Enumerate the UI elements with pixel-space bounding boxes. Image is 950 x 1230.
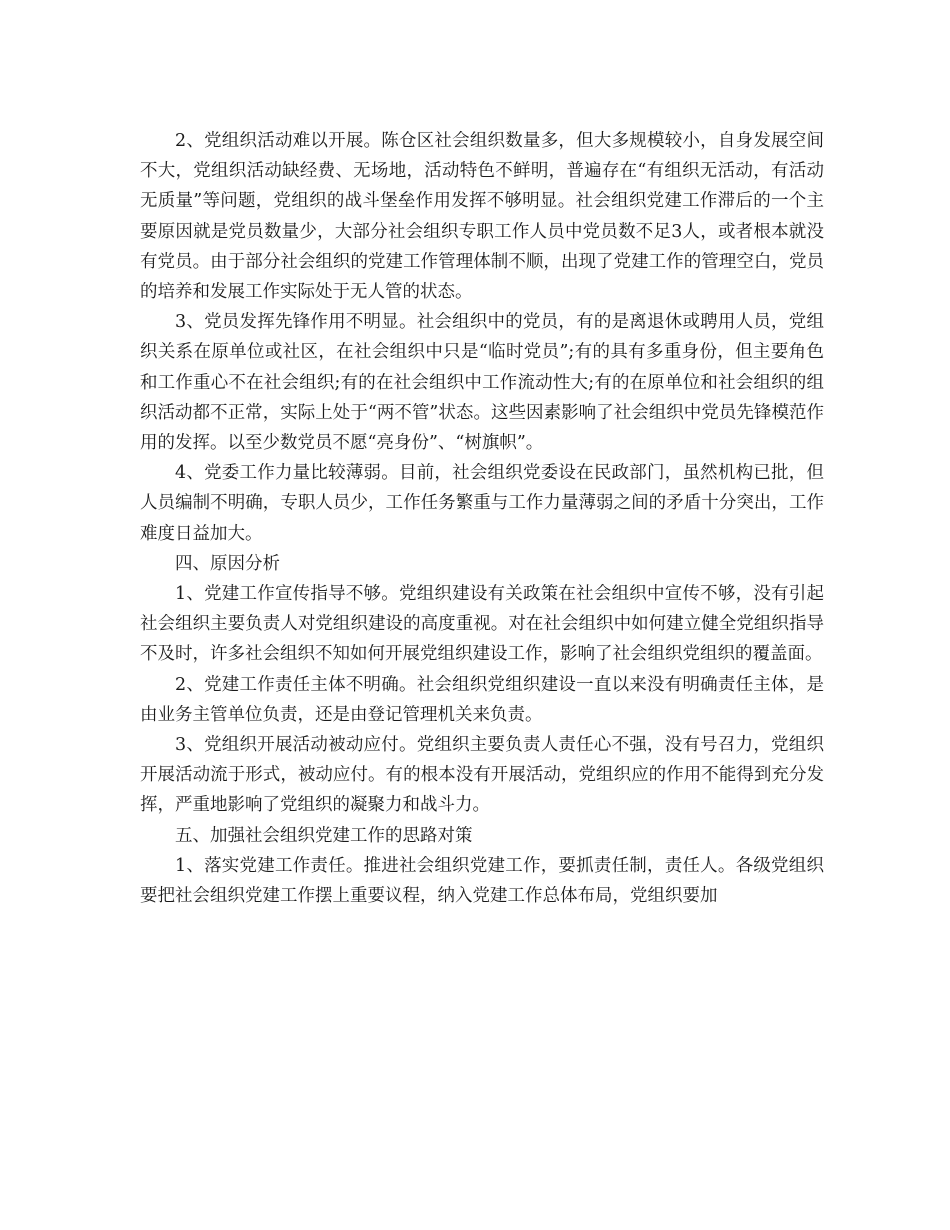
paragraph-party-activities: 2、党组织活动难以开展。陈仓区社会组织数量多，但大多规模较小，自身发展空间不大，党组织活动缺经费、无场地，活动特色不鲜明，普遍存在“有组织无活动，有活动无质量”等问题，党组织的战斗堡垒作用发挥不够明显。社会组织党建工作滞后的一个主要原因就是党员数量少，大部分社会组织专职工作人员中党员数不足3人，或者根本就没有党员。由于部分社会组织的党建工作管理体制不顺，出现了党建工作的管理空白，党员的培养和发展工作实际处于无人管的状态。 xyxy=(140,131,824,303)
paragraph-member-role: 3、党员发挥先锋作用不明显。社会组织中的党员，有的是离退休或聘用人员，党组织关系在原单位或社区，在社会组织中只是“临时党员”;有的具有多重身份，但主要角色和工作重心不在社会组织;有的在社会组织中工作流动性大;有的在原单位和社会组织的组织活动都不正常，实际上处于“两不管”状态。这些因素影响了社会组织中党员先锋模范作用的发挥。以至少数党员不愿“亮身份”、“树旗帜”。 xyxy=(140,312,824,454)
section-heading-cause-analysis: 四、原因分析 xyxy=(175,553,280,574)
document-body xyxy=(140,126,824,911)
paragraph-passive-activities: 3、党组织开展活动被动应付。党组织主要负责人责任心不强，没有号召力，党组织开展活动流于形式，被动应付。有的根本没有开展活动，党组织应的作用不能得到充分发挥，严重地影响了党组织的凝聚力和战斗力。 xyxy=(140,735,824,816)
paragraph-guidance: 1、党建工作宣传指导不够。党组织建设有关政策在社会组织中宣传不够，没有引起社会组织主要负责人对党组织建设的高度重视。对在社会组织中如何建立健全党组织指导不及时，许多社会组织不知如何开展党组织建设工作，影响了社会组织党组织的覆盖面。 xyxy=(140,584,824,665)
section-heading-countermeasures: 五、加强社会组织党建工作的思路对策 xyxy=(175,825,473,846)
paragraph-responsibility-subject: 2、党建工作责任主体不明确。社会组织党组织建设一直以来没有明确责任主体，是由业务主管单位负责，还是由登记管理机关来负责。 xyxy=(140,674,824,725)
paragraph-committee-strength: 4、党委工作力量比较薄弱。目前，社会组织党委设在民政部门，虽然机构已批，但人员编制不明确，专职人员少，工作任务繁重与工作力量薄弱之间的矛盾十分突出，工作难度日益加大。 xyxy=(140,463,824,544)
paragraph-implement-responsibility: 1、落实党建工作责任。推进社会组织党建工作，要抓责任制，责任人。各级党组织要把社会组织党建工作摆上重要议程，纳入党建工作总体布局，党组织要加 xyxy=(140,855,824,907)
